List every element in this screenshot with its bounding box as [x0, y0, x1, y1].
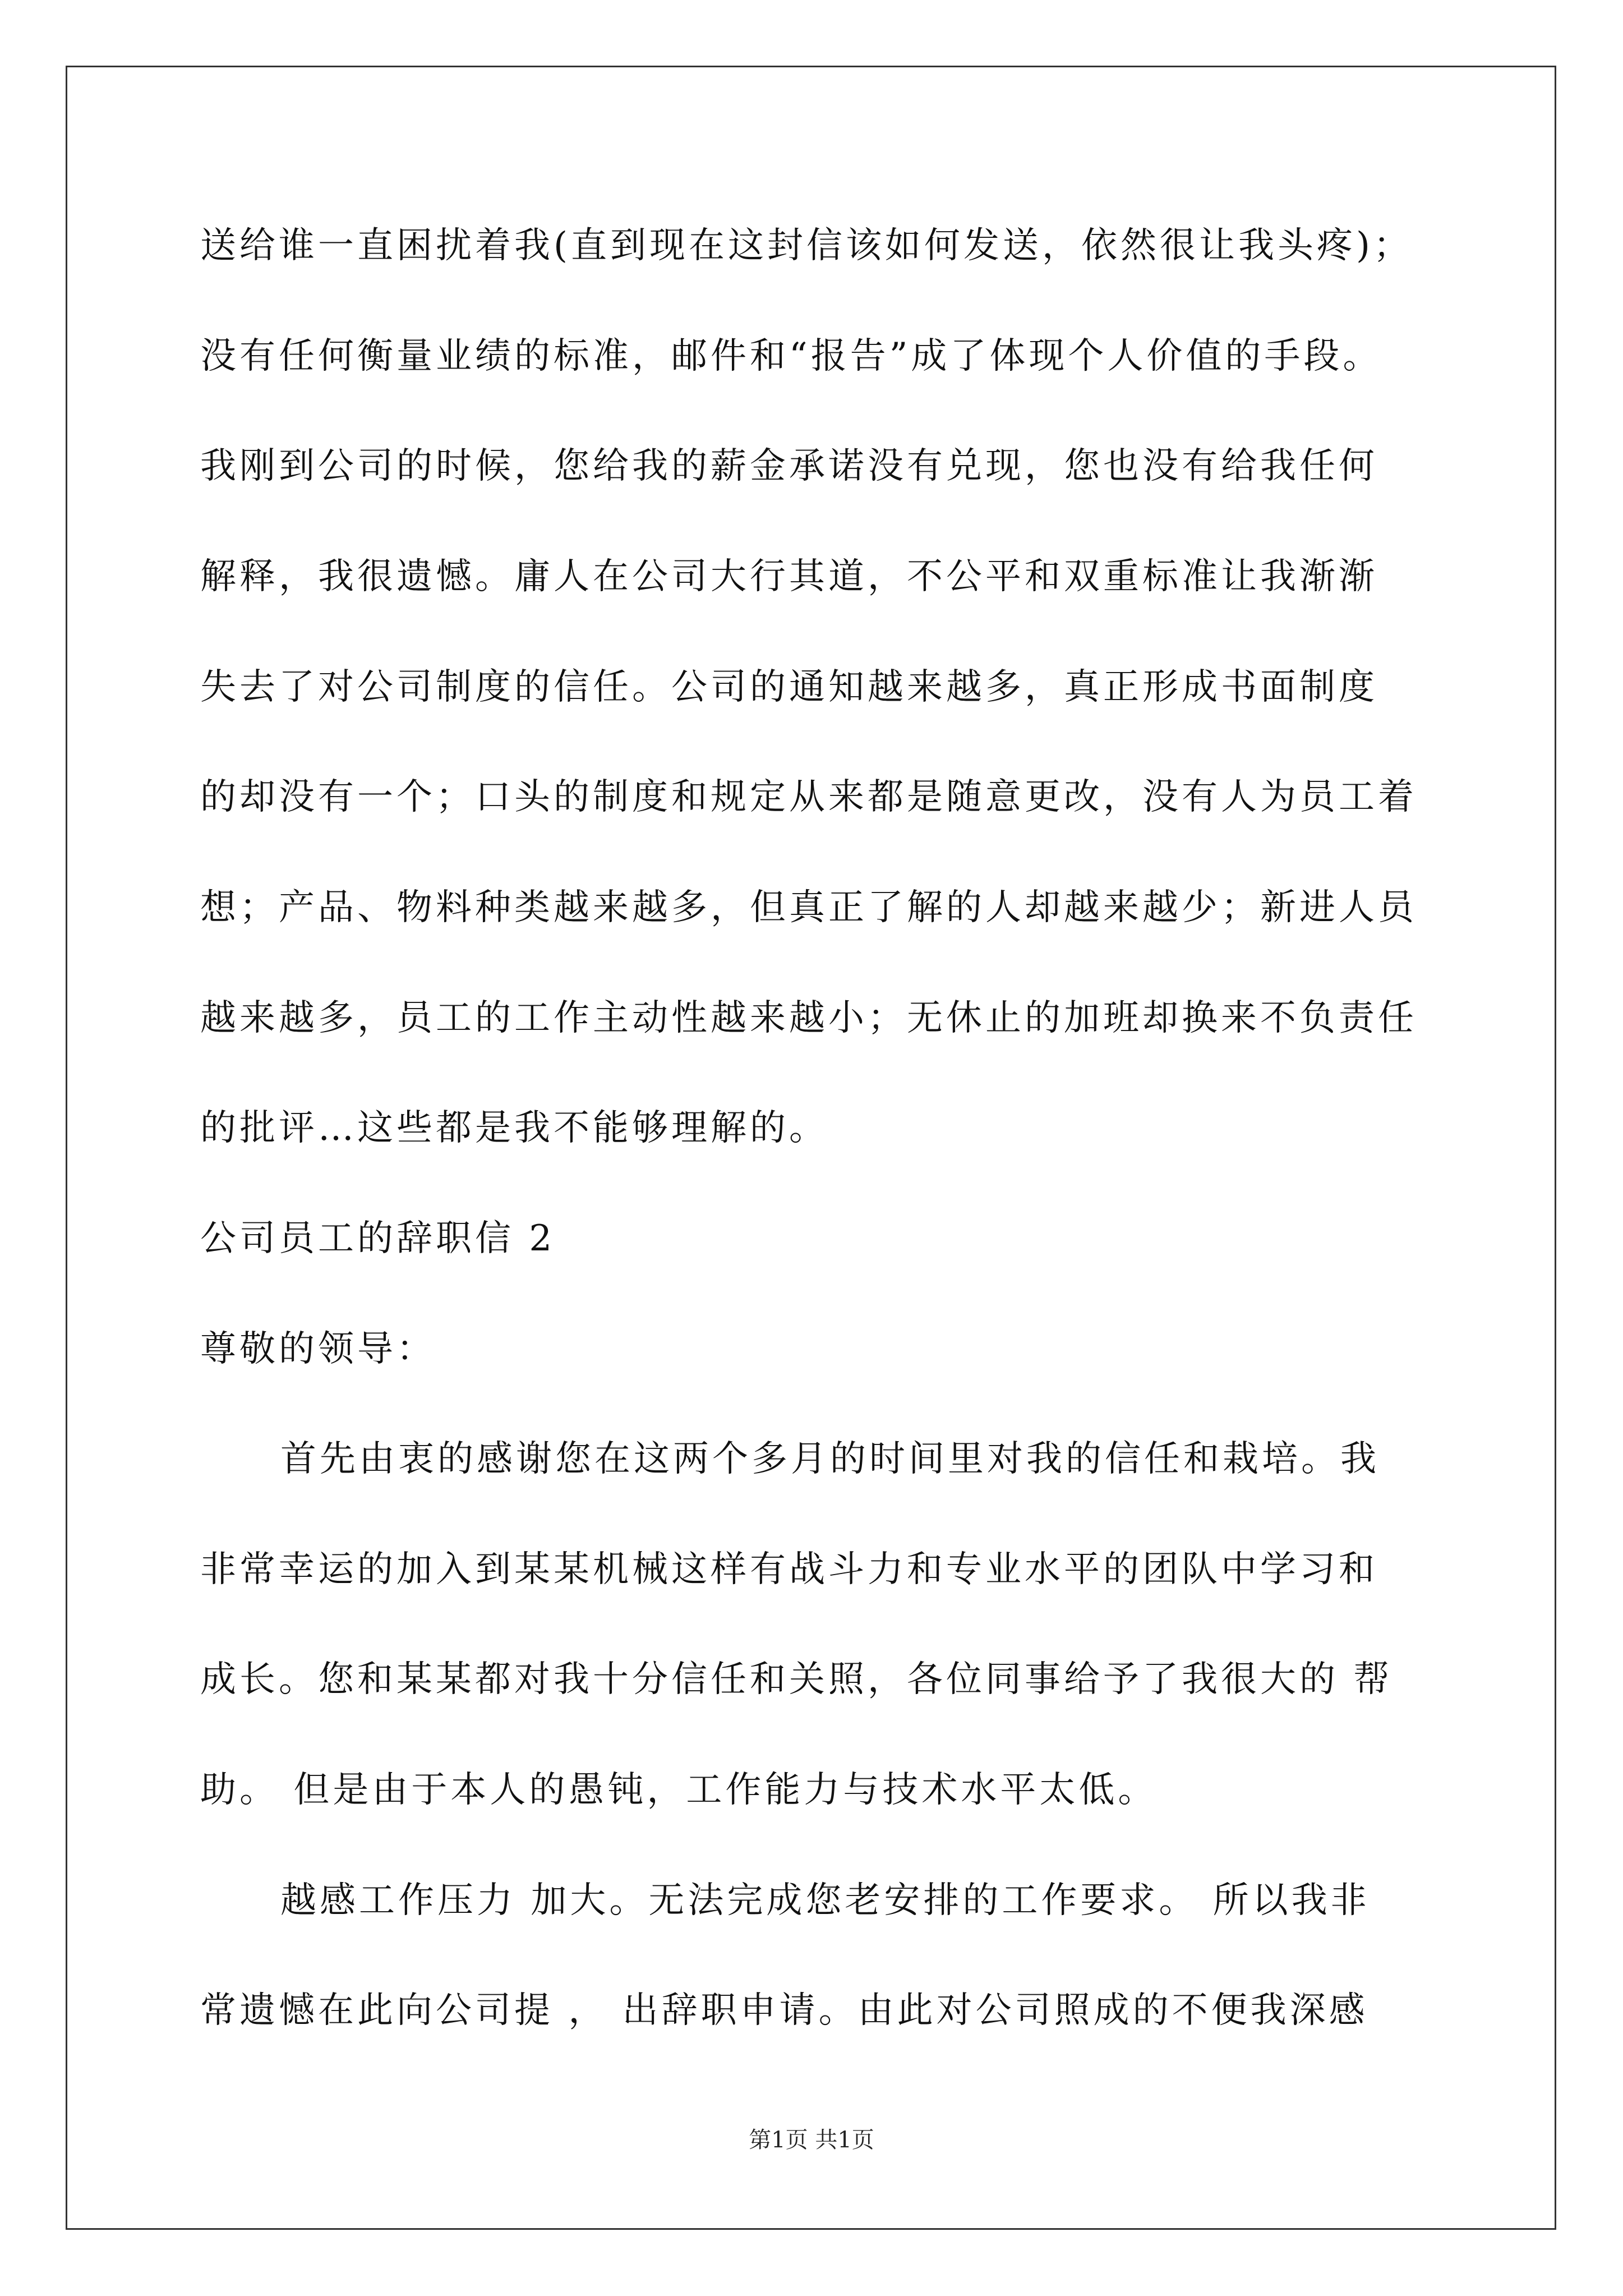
paragraph-line: 非常幸运的加入到某某机械这样有战斗力和专业水平的团队中学习和 [200, 1549, 1378, 1590]
paragraph-line: 的批评…这些都是我不能够理解的。 [200, 1107, 828, 1149]
paragraph-line: 解释，我很遗憾。庸人在公司大行其道，不公平和双重标准让我渐渐 [200, 556, 1378, 597]
salutation: 尊敬的领导： [200, 1328, 436, 1370]
paragraph-line: 的却没有一个；口头的制度和规定从来都是随意更改，没有人为员工着 [200, 776, 1417, 818]
paragraph-line: 送给谁一直困扰着我(直到现在这封信该如何发送，依然很让我头疼)； [200, 225, 1413, 266]
paragraph-line: 失去了对公司制度的信任。公司的通知越来越多，真正形成书面制度 [200, 666, 1378, 708]
page-number: 第1页 共1页 [749, 2127, 874, 2153]
paragraph-line: 常遗憾在此向公司提 ， 出辞职申请。由此对公司照成的不便我深感 [200, 1990, 1368, 2031]
section-heading: 公司员工的辞职信 2 [200, 1218, 556, 1259]
paragraph-line: 助。 但是由于本人的愚钝，工作能力与技术水平太低。 [200, 1769, 1158, 1811]
paragraph-line: 我刚到公司的时候，您给我的薪金承诺没有兑现，您也没有给我任何 [200, 445, 1378, 487]
paragraph-line: 成长。您和某某都对我十分信任和关照，各位同事给予了我很大的 帮 [200, 1659, 1393, 1700]
paragraph-line: 越感工作压力 加大。无法完成您老安排的工作要求。 所以我非 [280, 1880, 1370, 1921]
paragraph-line: 没有任何衡量业绩的标准，邮件和“报告”成了体现个人价值的手段。 [200, 335, 1382, 377]
paragraph-line: 想；产品、物料种类越来越多，但真正了解的人却越来越少；新进人员 [200, 887, 1417, 928]
paragraph-line: 首先由衷的感谢您在这两个多月的时间里对我的信任和栽培。我 [280, 1438, 1380, 1480]
paragraph-line: 越来越多，员工的工作主动性越来越小；无休止的加班却换来不负责任 [200, 997, 1417, 1039]
